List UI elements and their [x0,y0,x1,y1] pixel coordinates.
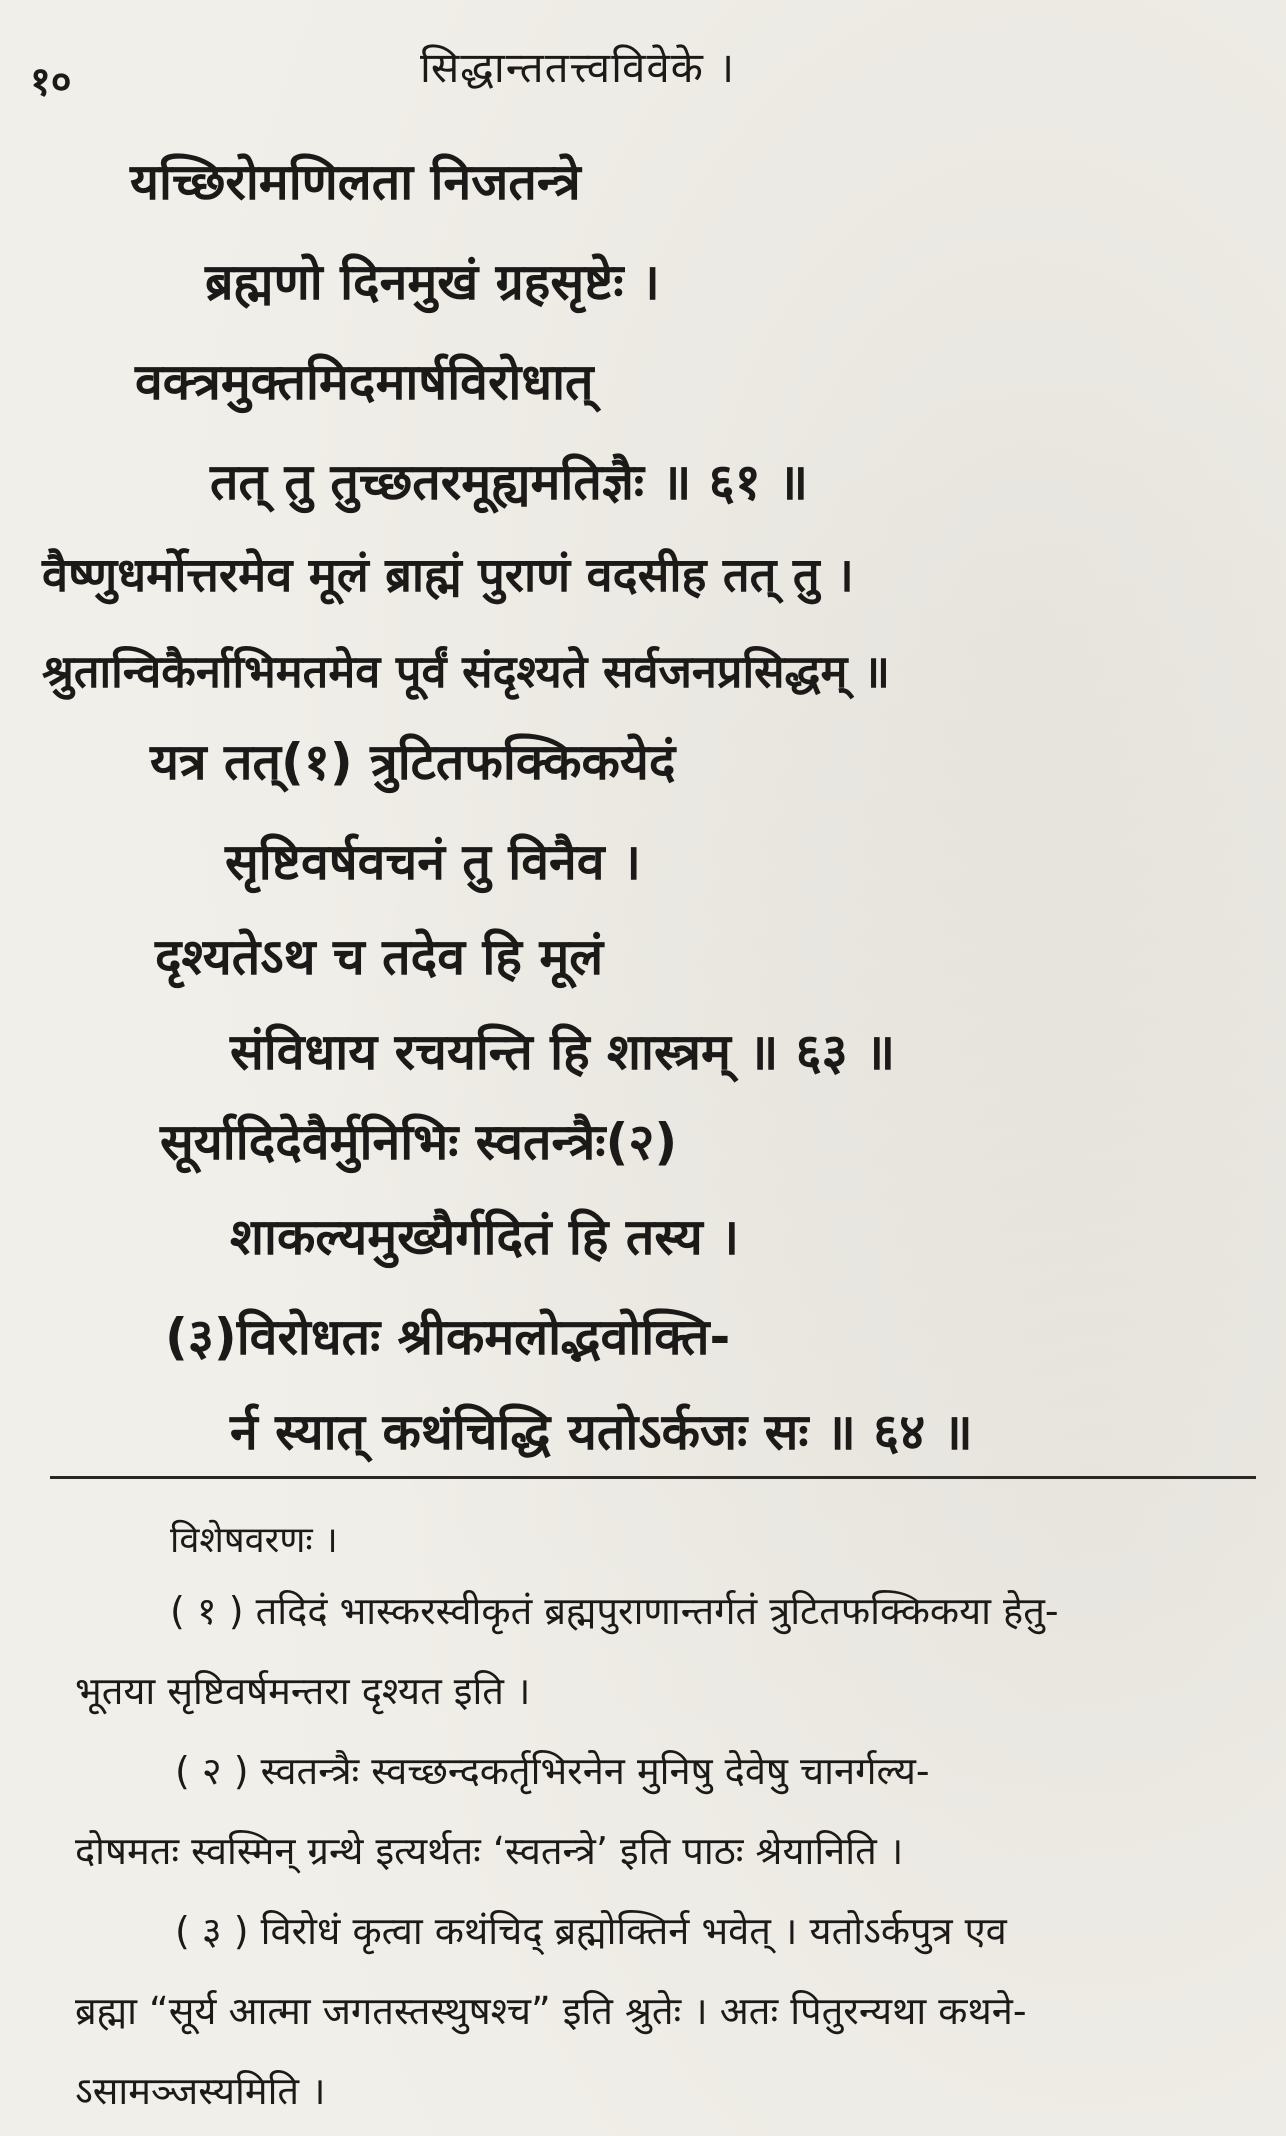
footnote-line: भूतया सृष्टिवर्षमन्तरा दृश्यत इति । [75,1669,531,1713]
verse-line: ब्रह्मणो दिनमुखं ग्रहसृष्टेः । [205,253,660,311]
verse-line: सूर्यादिदेवैर्मुनिभिः स्वतन्त्रैः(२) [160,1113,678,1171]
verse-line: यच्छिरोमणिलता निजतन्त्रे [130,153,581,211]
verse-line: श्रुतान्विकैर्नाभिमतमेव पूर्वं संदृश्यते सर्वजनप्रसिद्धम् ॥ [42,645,891,698]
verse-line: र्न स्यात् कथंचिद्धि यतोऽर्कजः सः ॥ ६४ ॥ [230,1403,973,1461]
footnote-divider [50,1476,1256,1479]
verse-line: शाकल्यमुख्यैर्गदितं हि तस्य । [230,1208,740,1266]
footnote-line: दोषमतः स्वस्मिन् ग्रन्थे इत्यर्थतः ‘स्वतन्त्रे’ इति पाठः श्रेयानिति । [75,1829,904,1873]
verse-line: दृश्यतेऽथ च तदेव हि मूलं [155,928,604,986]
verse-line: यत्र तत्(१) त्रुटितफक्किकयेदं [150,733,676,791]
footnote-line: ऽसामञ्जस्यमिति । [75,2069,326,2113]
footnote-line: ब्रह्मा “सूर्य आत्मा जगतस्तस्थुषश्च” इति श्रुतेः । अतः पितुरन्यथा कथने- [75,1989,1027,2033]
running-title: सिद्धान्ततत्त्वविवेके । [420,43,736,92]
verse-line: वक्त्रमुक्तमिदमार्षविरोधात् [135,353,594,411]
footnote-heading: विशेषवरणः । [170,1520,338,1561]
page-number: १० [30,59,72,105]
verse-line: संविधाय रचयन्ति हि शास्त्रम् ॥ ६३ ॥ [230,1023,896,1081]
verse-line: तत् तु तुच्छतरमूह्यमतिज्ञैः ॥ ६१ ॥ [210,453,809,511]
footnote-line: ( २ ) स्वतन्त्रैः स्वच्छन्दकर्तृभिरनेन मुनिषु देवेषु चानर्गल्य- [175,1749,930,1793]
verse-line: (३)विरोधतः श्रीकमलोद्भवोक्ति- [165,1308,731,1366]
verse-line: सृष्टिवर्षवचनं तु विनैव । [225,833,641,891]
verse-line: वैष्णुधर्मोत्तरमेव मूलं ब्राह्मं पुराणं वदसीह तत् तु । [42,548,854,603]
footnote-line: ( १ ) तदिदं भास्करस्वीकृतं ब्रह्मपुराणान्तर्गतं त्रुटितफक्किकया हेतु- [170,1589,1059,1633]
footnote-line: ( ३ ) विरोधं कृत्वा कथंचिद् ब्रह्मोक्तिर्न भवेत् । यतोऽर्कपुत्र एव [175,1909,1007,1953]
